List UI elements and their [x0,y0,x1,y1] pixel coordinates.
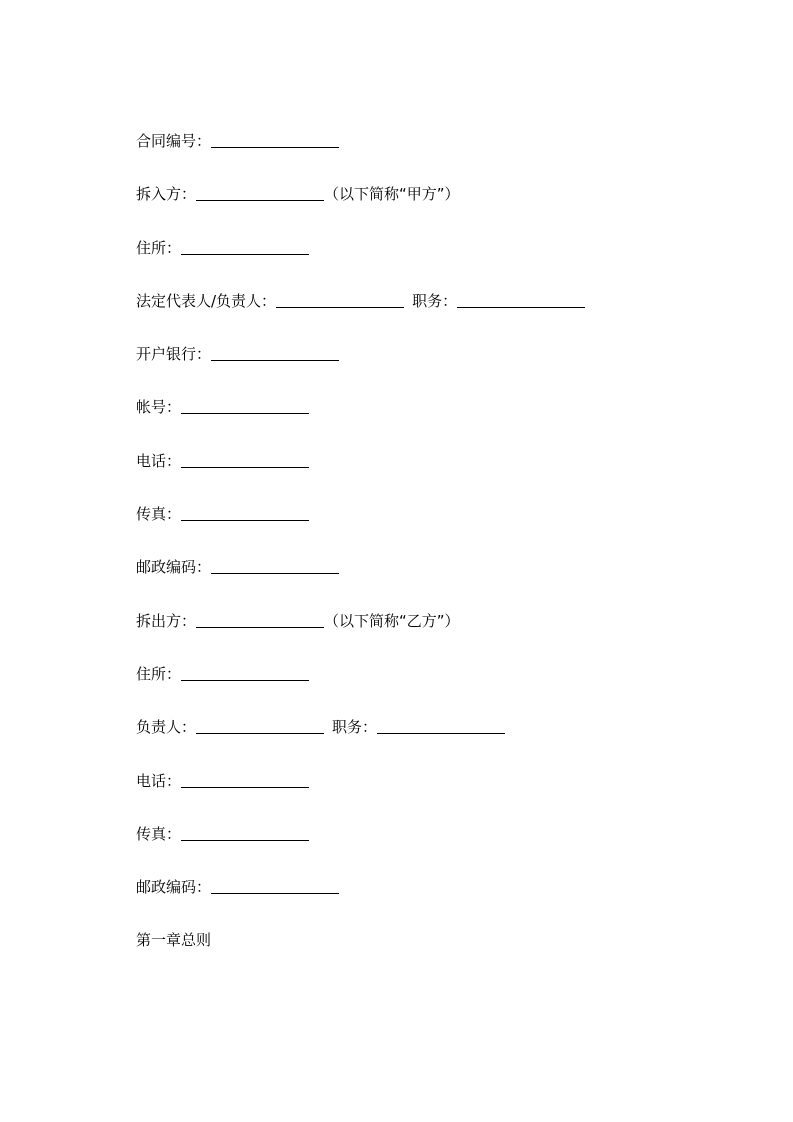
party-a-account-label: 帐号： [136,398,182,417]
party-a-fax-line [136,501,736,554]
party-b-name-line [136,608,736,661]
party-a-legal-rep-blank[interactable] [276,289,404,308]
party-b-address-line [136,661,736,714]
contract-number-blank[interactable] [211,129,339,148]
party-b-postcode-line [136,874,736,927]
party-a-bank-label: 开户银行： [136,345,212,364]
chapter-heading: 第一章总则 [136,931,212,950]
party-a-fax-blank[interactable] [181,502,309,521]
party-b-responsible-line [136,714,736,767]
party-b-postcode-blank[interactable] [211,875,339,894]
party-a-address-blank[interactable] [181,236,309,255]
party-b-phone-blank[interactable] [181,769,309,788]
party-b-responsible-blank[interactable] [196,715,324,734]
contract-number-line [136,128,736,181]
party-b-responsible-label: 负责人： [136,718,197,737]
party-a-postcode-line [136,554,736,607]
party-b-address-blank[interactable] [181,662,309,681]
party-a-name-label: 拆入方： [136,185,197,204]
party-a-postcode-label: 邮政编码： [136,558,212,577]
party-a-position-label: 职务： [412,291,458,310]
party-a-address-label: 住所： [136,238,182,257]
party-a-legal-rep-label: 法定代表人/负责人： [136,291,277,310]
party-b-address-label: 住所： [136,664,182,683]
party-a-name-suffix: （以下简称“甲方”） [324,185,460,204]
party-b-position-blank[interactable] [377,715,505,734]
party-b-fax-line [136,821,736,874]
party-a-postcode-blank[interactable] [211,555,339,574]
party-b-phone-line [136,768,736,821]
party-b-name-blank[interactable] [196,609,324,628]
contract-number-label: 合同编号： [136,132,212,150]
party-a-position-blank[interactable] [457,289,585,308]
party-b-position-label: 职务： [332,718,378,737]
party-a-bank-line [136,341,736,394]
party-a-account-blank[interactable] [181,395,309,414]
party-b-fax-blank[interactable] [181,822,309,841]
party-b-phone-label: 电话： [136,771,182,790]
party-a-phone-line [136,448,736,501]
party-b-postcode-label: 邮政编码： [136,878,212,897]
party-a-account-line [136,394,736,447]
party-a-name-line [136,181,736,234]
party-a-legal-rep-line [136,288,736,341]
party-a-phone-blank[interactable] [181,449,309,468]
party-a-fax-label: 传真： [136,505,182,524]
party-a-phone-label: 电话： [136,451,182,470]
party-a-name-blank[interactable] [196,182,324,201]
party-b-fax-label: 传真： [136,824,182,843]
party-b-name-label: 拆出方： [136,611,197,630]
party-a-address-line [136,235,736,288]
contract-body [136,128,736,981]
party-b-name-suffix: （以下简称“乙方”） [324,611,460,630]
party-a-bank-blank[interactable] [211,342,339,361]
